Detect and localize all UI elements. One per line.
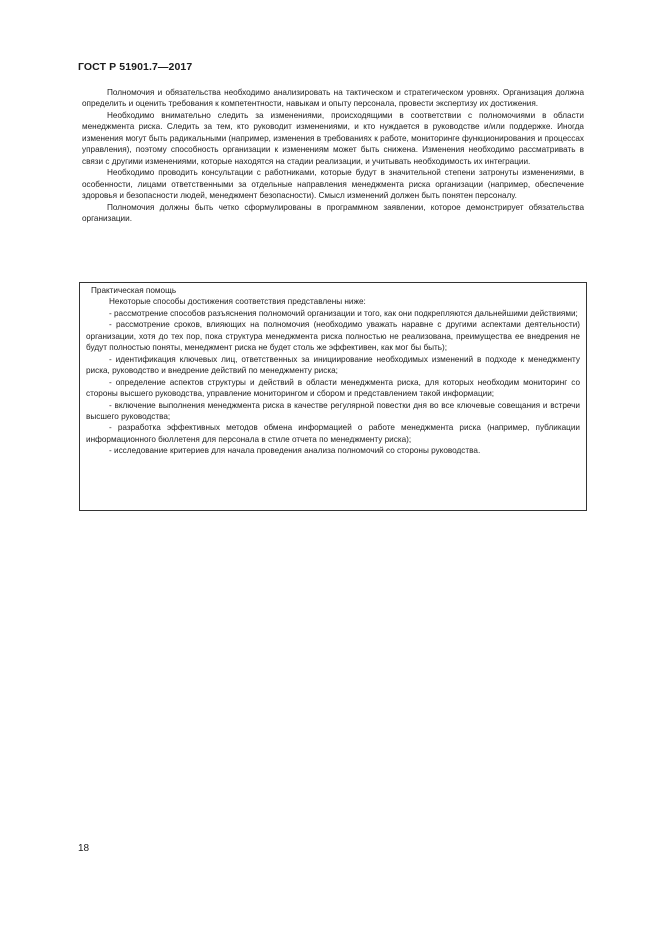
body-paragraph: Полномочия и обязательства необходимо анализировать на тактическом и стратегическом уровнях. Организация должна определить и оценить требования к компетентности, навыкам и опыту персонала, провести экспертизу их достижения. [82,88,584,109]
standard-header: ГОСТ Р 51901.7—2017 [78,61,193,73]
practical-help-title: Практическая помощь [91,286,177,295]
body-paragraph: Полномочия должны быть четко сформулированы в программном заявлении, которое демонстрирует обязательства организации. [82,202,584,223]
body-paragraph: Необходимо проводить консультации с работниками, которые будут в значительной степени затронуты изменениями, в особенности, лицами ответственными за отдельные направления менеджмента риска организации (например, обеспечение здоровья и безопасности людей, менеджмент безопасности). Смысл изменений должен быть понятен персоналу. [82,168,584,201]
practical-help-intro: Некоторые способы достижения соответствия представлены ниже: [109,297,366,307]
practical-help-item: - рассмотрение сроков, влияющих на полномочия (необходимо уважать наравне с другими аспектами деятельности) организации, хотя до тех пор, пока структура менеджмента риска полностью не реализована, преимущества ее внедрения не будут полностью поняты, менеджмент риска не будет столь же эффективен, как мог бы быть); [86,320,580,353]
practical-help-box [79,282,587,511]
practical-help-item: - рассмотрение способов разъяснения полномочий организации и того, как они подкрепляются дальнейшими действиями; [109,308,578,318]
practical-help-item: - включение выполнения менеджмента риска в качестве регулярной повестки дня во все ключевые совещания и встречи высшего руководства; [86,400,580,421]
practical-help-item: - идентификация ключевых лиц, ответственных за инициирование необходимых изменений в подходе к менеджменту риска, руководство и внедрение действий по менеджменту риска; [86,354,580,376]
practical-help-item: - разработка эффективных методов обмена информацией о работе менеджмента риска (например, публикации информационного бюллетеня для персонала в стиле отчета по менеджменту риска); [86,423,580,444]
practical-help-item: - определение аспектов структуры и действий в области менеджмента риска, для которых необходим мониторинг со стороны высшего руководства, управление мониторингом и сбором и представлением такой информации; [86,377,580,399]
practical-help-item: - исследование критериев для начала проведения анализа полномочий со стороны руководства. [109,446,481,456]
body-text [82,87,584,224]
body-paragraph: Необходимо внимательно следить за изменениями, происходящими в соответствии с полномочиями в области менеджмента риска. Следить за тем, кто руководит изменениями, и кто нуждается в руководстве и/или поддержке. Иногда изменения могут быть радикальными (например, изменения в требованиях к работе, мониторинге функционирования и процессах управления), поэтому способность организации к изменениям может быть снижена. Изменения необходимо рассматривать в связи с другими изменениями, которые находятся на стадии реализации, и учитывать необходимость их интеграции. [82,110,584,166]
page-number: 18 [78,843,90,854]
